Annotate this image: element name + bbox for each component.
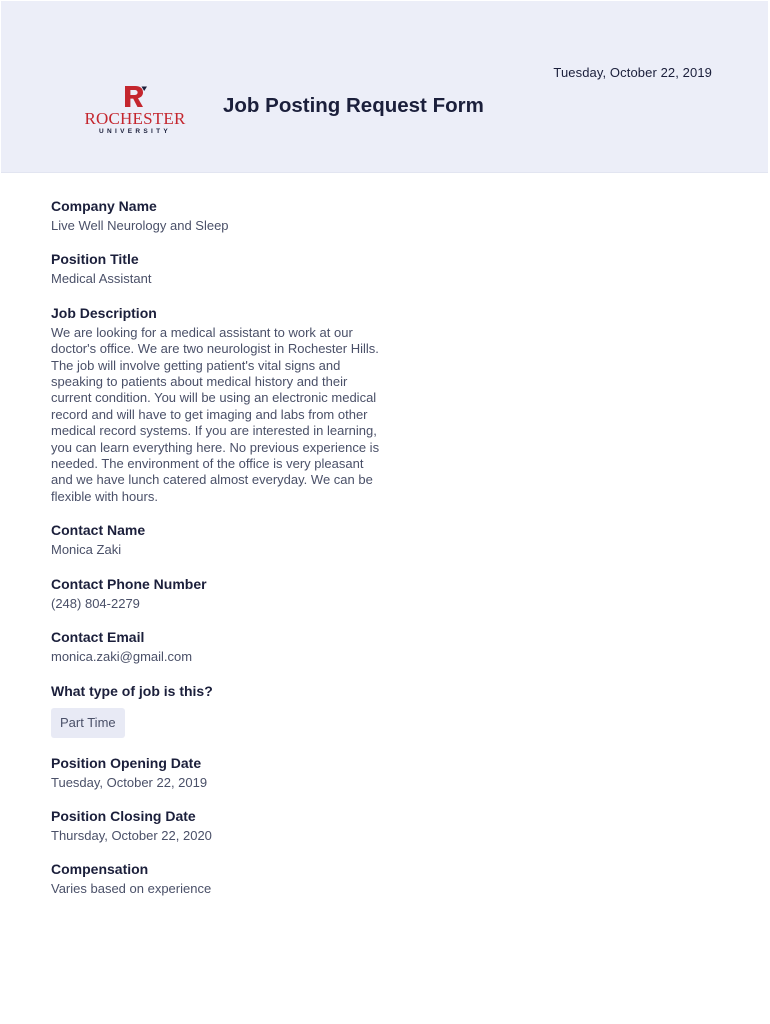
field-label: Position Opening Date [51,754,202,771]
field-label: What type of job is this? [51,682,213,699]
header-banner [1,1,768,173]
field-label: Position Title [51,251,139,268]
field-contact-phone [51,574,391,612]
rochester-r-icon [122,85,148,109]
field-contact-name [51,520,391,558]
field-company-name [51,196,391,234]
field-label: Contact Phone Number [51,575,207,592]
field-contact-email [51,627,391,665]
field-label: Contact Email [51,629,145,646]
field-closing-date [51,806,391,844]
field-label: Company Name [51,198,157,214]
field-compensation [51,859,391,897]
field-value: Monica Zaki [51,542,122,558]
rochester-university-logo [77,85,193,141]
field-value: Live Well Neurology and Sleep [51,218,229,233]
logo-subtitle: UNIVERSITY [98,128,171,135]
page-title: Job Posting Request Form [223,94,484,117]
form-details [51,196,391,913]
field-job-description [51,303,391,505]
field-value: We are looking for a medical assistant to work at our doctor's office. We are two neurologist in Rochester Hills. The job will involve getting patient's vital signs and speaking to patients about medical history and their current condition. You will be using an electronic medical record and will have to get imaging and labs from other medical record systems. If you are interested in learning, you can learn everything here. No previous experience is needed. The environment of the office is very pleasant and we have lunch catered almost everyday. We can be flexible with hours. [51,324,380,504]
field-label: Position Closing Date [51,807,196,824]
logo-wordmark: ROCHESTER [84,109,186,128]
job-type-chip: Part Time [51,708,125,738]
field-value: Tuesday, October 22, 2019 [51,774,208,790]
field-value: Thursday, October 22, 2020 [51,827,212,843]
field-opening-date [51,753,391,791]
field-label: Compensation [51,861,149,878]
field-label: Contact Name [51,522,146,539]
field-value: monica.zaki@gmail.com [51,649,193,665]
field-value: Medical Assistant [51,271,152,287]
field-position-title [51,249,391,287]
header-date: Tuesday, October 22, 2019 [553,65,712,80]
field-label: Job Description [51,304,157,321]
field-value: Varies based on experience [51,881,212,897]
field-value: (248) 804-2279 [51,595,140,611]
field-job-type [51,681,391,738]
